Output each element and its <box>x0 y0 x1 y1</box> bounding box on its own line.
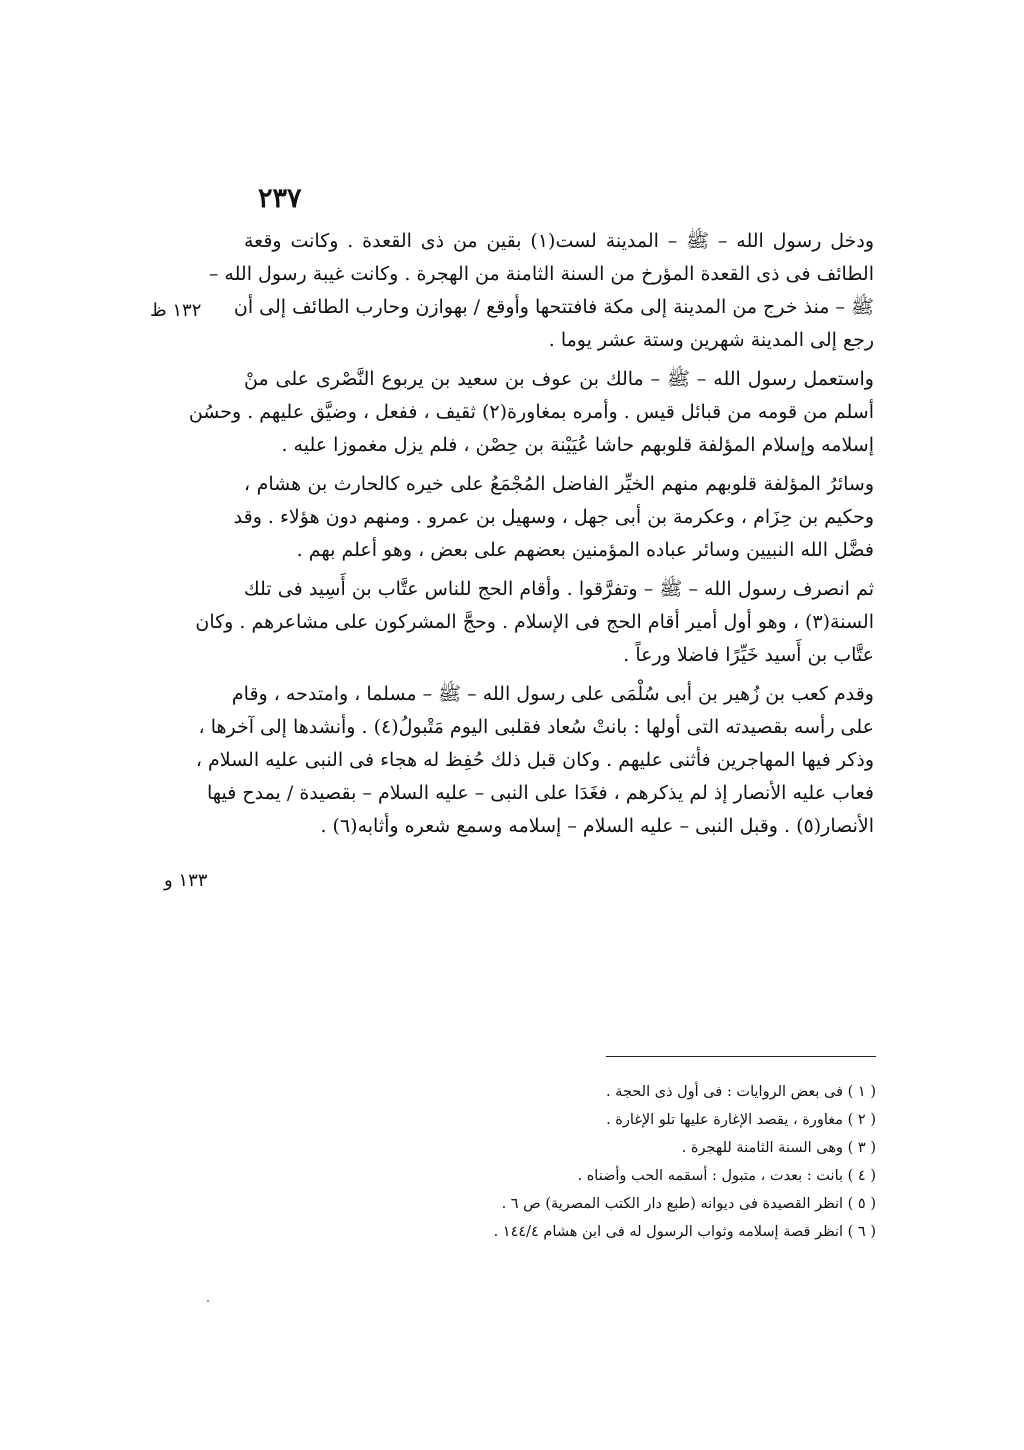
text-line: ﷺ – منذ خرج من المدينة إلى مكة فافتتحها وأوقع / بهوازن وحارب الطائف إلى أن <box>233 296 874 318</box>
footnote: ( ٤ ) بانت : بعدت ، متبول : أسقمه الحب وأضناه . <box>577 1168 876 1184</box>
footnote: ( ٥ ) انظر القصيدة فى ديوانه (طبع دار الكتب المصرية) ص ٦ . <box>501 1196 876 1212</box>
footnotes <box>440 1078 876 1246</box>
footnote: ( ٢ ) مغاورة ، يقصد الإغارة عليها تلو الإغارة . <box>606 1112 876 1128</box>
text-line: وحكيم بن حِزَام ، وعكرمة بن أبى جهل ، وسهيل بن عمرو . ومنهم دون هؤلاء . وقد <box>233 506 874 528</box>
footnote: ( ١ ) فى بعض الروايات : فى أول ذى الحجة . <box>605 1084 876 1100</box>
text-line: إسلامه وإسلام المؤلفة قلوبهم حاشا عُيَيْنة بن حِصْن ، فلم يزل مغموزا عليه . <box>281 434 874 456</box>
text-line: الأنصار(٥) . وقبل النبى – عليه السلام – إسلامه وسمع شعره وأثابه(٦) . <box>320 815 874 837</box>
margin-folio-note: ١٣٢ ظ <box>150 300 202 321</box>
text-line: واستعمل رسول الله – ﷺ – مالك بن عوف بن سعيد بن يربوع النَّصْرى على منْ <box>244 368 874 390</box>
text-line: ثم انصرف رسول الله – ﷺ – وتفرَّقوا . وأقام الحج للناس عتَّاب بن أَسِيد فى تلك <box>244 578 874 600</box>
footnote: ( ٦ ) انظر قصة إسلامه وثواب الرسول له فى ابن هشام ١٤٤/٤ . <box>493 1224 876 1240</box>
scan-speck <box>207 1300 209 1302</box>
text-line: فضَّل الله النبيين وسائر عباده المؤمنين بعضهم على بعض ، وهو أعلم بهم . <box>296 539 874 561</box>
main-text <box>188 225 874 843</box>
text-line: ودخل رسول الله – ﷺ – المدينة لست(١) بقين من ذى القعدة . وكانت وقعة <box>244 230 874 252</box>
text-line: رجع إلى المدينة شهرين وستة عشر يوما . <box>548 329 874 351</box>
footnote-separator <box>606 1056 876 1057</box>
text-line: السنة(٣) ، وهو أول أمير أقام الحج فى الإسلام . وحجَّ المشركون على مشاعرهم . وكان <box>195 611 874 633</box>
text-line: وقدم كعب بن زُهير بن أبى سُلْمَى على رسول الله – ﷺ – مسلما ، وامتدحه ، وقام <box>231 683 874 705</box>
text-line: عتَّاب بن أَسيد خَيِّرًا فاضلا ورعاً . <box>623 644 874 666</box>
text-line: وذكر فيها المهاجرين فأثنى عليهم . وكان قبل ذلك حُفِظ له هجاء فى النبى عليه السلام ، <box>195 749 874 771</box>
footnote: ( ٣ ) وهى السنة الثامنة للهجرة . <box>681 1140 876 1156</box>
margin-folio-note: ١٣٣ و <box>164 870 208 891</box>
text-line: أسلم من قومه من قبائل قيس . وأمره بمغاورة(٢) ثقيف ، ففعل ، وضيَّق عليهم . وحسُن <box>188 401 874 423</box>
page-number: ٢٣٧ <box>258 183 302 214</box>
text-line: الطائف فى ذى القعدة المؤرخ من السنة الثامنة من الهجرة . وكانت غيبة رسول الله – <box>208 263 874 285</box>
text-line: وسائرُ المؤلفة قلوبهم منهم الخيِّر الفاضل المُجْمَعُ على خيره كالحارث بن هشام ، <box>244 473 874 495</box>
text-line: على رأسه بقصيدته التى أولها : بانتْ سُعاد فقلبى اليوم مَتْبولُ(٤) . وأنشدها إلى آخرها ، <box>198 716 874 738</box>
text-line: فعاب عليه الأنصار إذ لم يذكرهم ، فغَدَا على النبى – عليه السلام – بقصيدة / يمدح فيها <box>206 782 874 804</box>
